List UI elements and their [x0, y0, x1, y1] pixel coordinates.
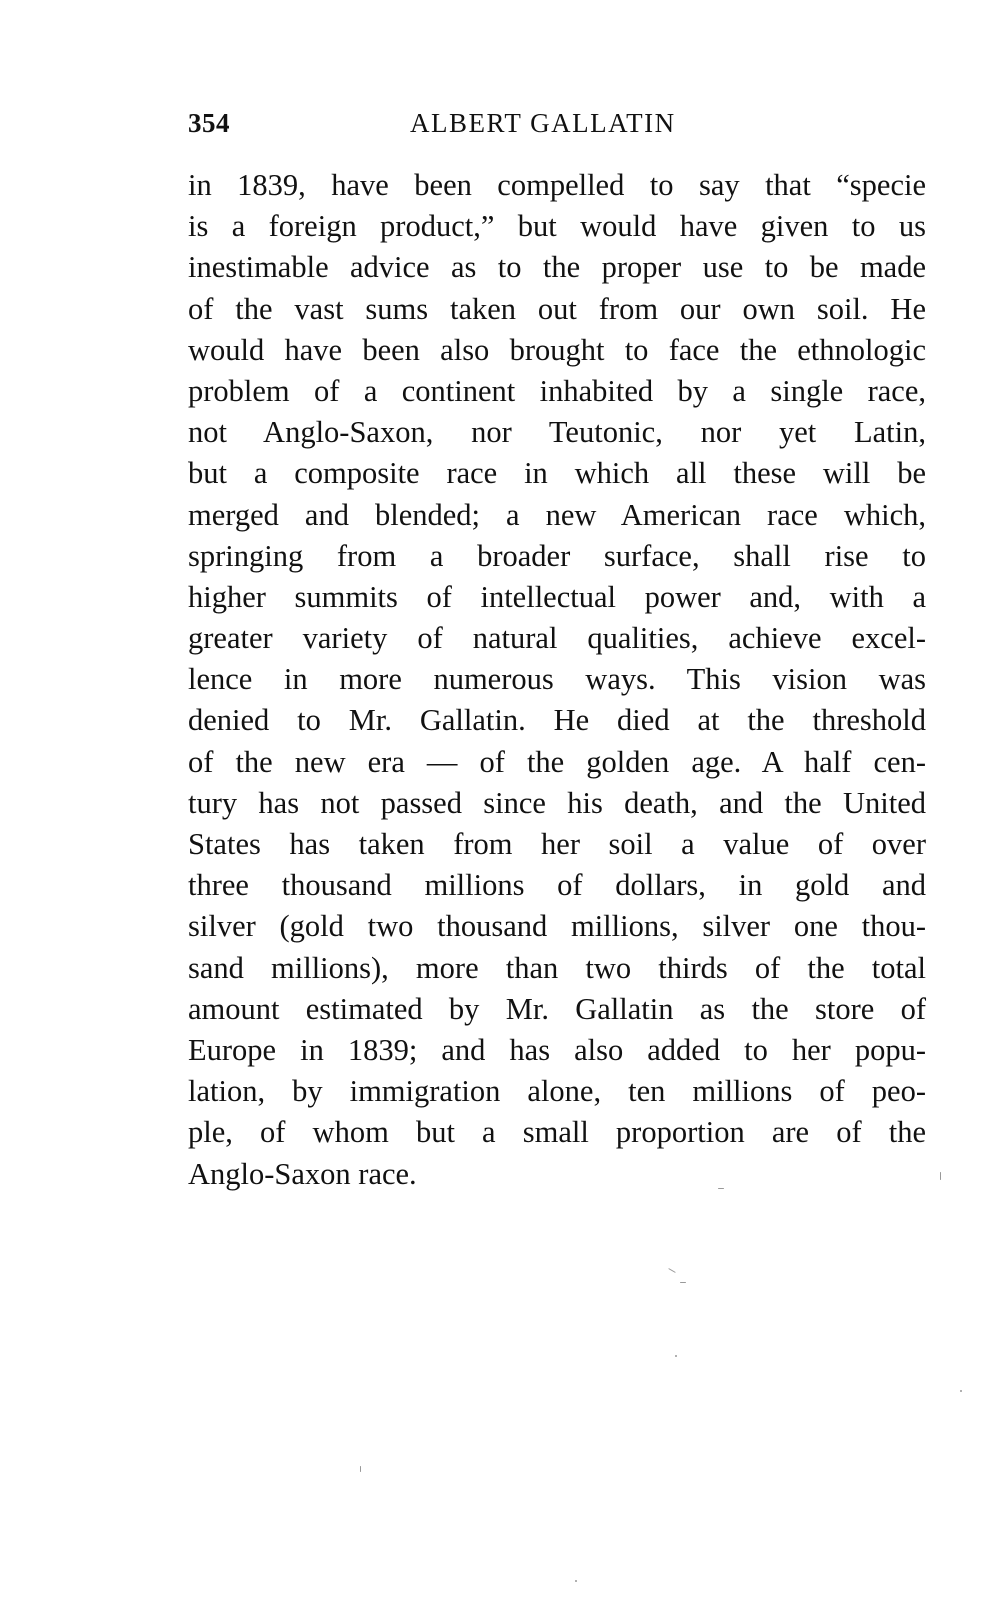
- text-line: ple, of whom but a small proportion are of the: [188, 1115, 926, 1150]
- scan-speck: [575, 1580, 577, 1582]
- scan-speck: [940, 1172, 941, 1180]
- scan-speck: [668, 1268, 675, 1273]
- scan-speck: [960, 1390, 962, 1392]
- text-line: lence in more numerous ways. This vision was: [188, 662, 926, 697]
- text-line: higher summits of intellectual power and, with a: [188, 579, 926, 614]
- text-line: would have been also brought to face the ethnologic: [188, 332, 926, 367]
- text-line: is a foreign product,” but would have given to us: [188, 209, 926, 244]
- scan-speck: [718, 1188, 724, 1189]
- text-line: inestimable advice as to the proper use to be made: [188, 250, 926, 285]
- text-line: of the new era — of the golden age. A half cen-: [188, 744, 926, 779]
- text-line: Europe in 1839; and has also added to her popu-: [188, 1032, 926, 1067]
- text-line: sand millions), more than two thirds of the total: [188, 950, 926, 985]
- text-line: of the vast sums taken out from our own soil. He: [188, 291, 926, 326]
- scan-speck: [675, 1355, 677, 1357]
- text-line: in 1839, have been compelled to say that “specie: [188, 168, 926, 202]
- text-line: silver (gold two thousand millions, silver one thou-: [188, 909, 926, 944]
- text-line: tury has not passed since his death, and the United: [188, 785, 926, 820]
- text-line: merged and blended; a new American race which,: [188, 497, 926, 532]
- text-line: amount estimated by Mr. Gallatin as the store of: [188, 991, 926, 1026]
- running-head: ALBERT GALLATIN: [410, 108, 676, 138]
- body-text: [188, 165, 926, 1195]
- text-line: three thousand millions of dollars, in gold and: [188, 868, 926, 903]
- text-line: States has taken from her soil a value of over: [188, 827, 926, 861]
- text-line: but a composite race in which all these will be: [188, 456, 926, 491]
- scan-speck: [680, 1282, 686, 1283]
- page-number: 354: [188, 108, 230, 138]
- text-line: not Anglo-Saxon, nor Teutonic, nor yet Latin,: [188, 415, 926, 450]
- text-line: denied to Mr. Gallatin. He died at the threshold: [188, 703, 926, 738]
- scan-speck: [360, 1466, 361, 1472]
- text-line: greater variety of natural qualities, achieve excel-: [188, 621, 926, 656]
- text-line: problem of a continent inhabited by a single race,: [188, 373, 926, 408]
- page-header: [188, 108, 928, 148]
- text-line: lation, by immigration alone, ten millions of peo-: [188, 1074, 926, 1109]
- text-line: Anglo-Saxon race.: [188, 1156, 417, 1191]
- text-line: springing from a broader surface, shall rise to: [188, 538, 926, 573]
